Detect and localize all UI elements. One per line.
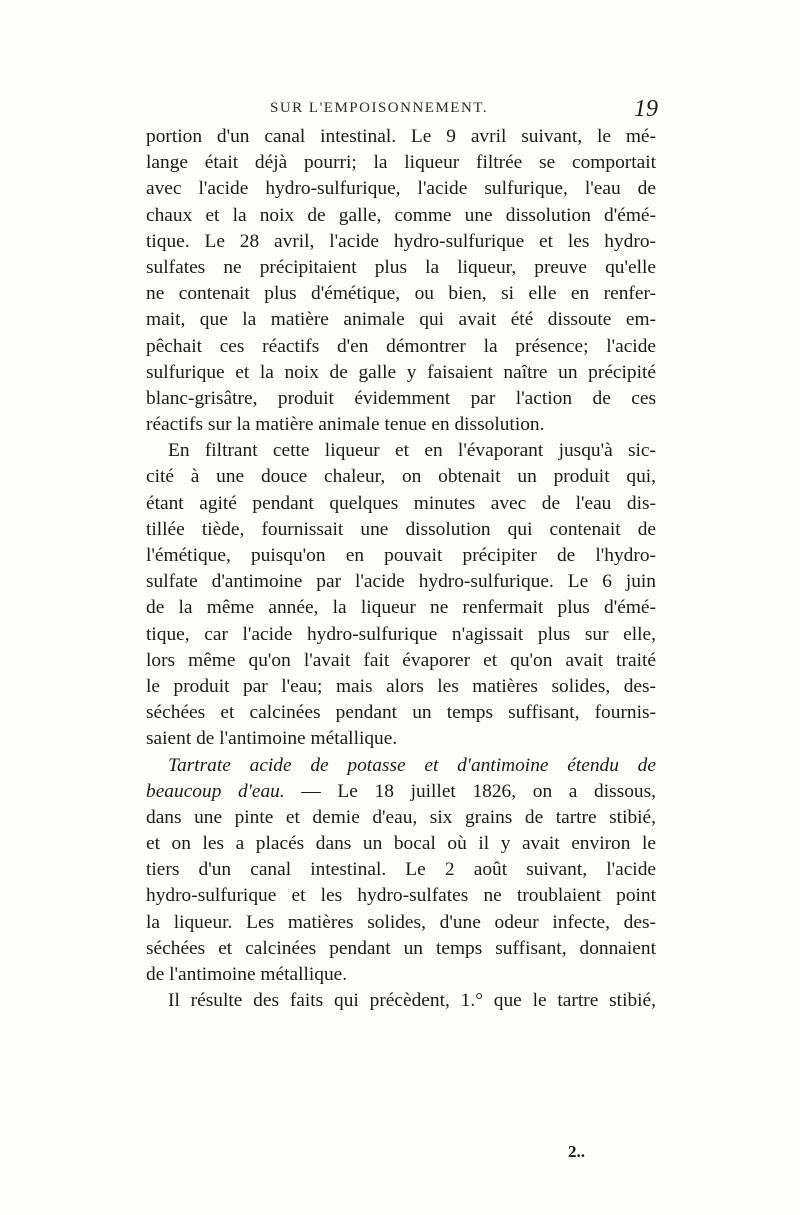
text-line: étant agité pendant quelques minutes avec de l'eau dis- [146,492,656,514]
running-head [142,96,658,126]
text-line: sulfurique et la noix de galle y faisaient naître un précipité [146,361,656,383]
text-line: séchées et calcinées pendant un temps suffisant, donnaient [146,937,656,959]
text-line: de l'antimoine métallique. [146,964,348,985]
text-line: beaucoup d'eau. — Le 18 juillet 1826, on a dissous, [146,780,656,802]
text-line: avec l'acide hydro-sulfurique, l'acide sulfurique, l'eau de [146,178,656,200]
text-line: tillée tiède, fournissait une dissolution qui contenait de [146,518,656,540]
text-line: tiers d'un canal intestinal. Le 2 août suivant, l'acide [146,859,656,881]
text-line: sulfates ne précipitaient plus la liqueur, preuve qu'elle [146,256,656,278]
section-heading-line [146,753,656,779]
text-line: de la même année, la liqueur ne renfermait plus d'émé- [146,597,656,619]
text-line: hydro-sulfurique et les hydro-sulfates ne troublaient point [146,885,656,907]
text-line: portion d'un canal intestinal. Le 9 avril suivant, le mé- [146,126,656,147]
text-line: séchées et calcinées pendant un temps suffisant, fournis- [146,702,656,724]
text-line: l'émétique, puisqu'on en pouvait précipiter de l'hydro- [146,545,656,566]
page-number: 19 [634,96,658,122]
running-title: SUR L'EMPOISONNEMENT. [270,100,489,116]
text-line: blanc-grisâtre, produit évidemment par l'action de ces [146,387,656,409]
text-line: la liqueur. Les matières solides, d'une odeur infecte, des- [146,911,656,933]
text-line: lors même qu'on l'avait fait évaporer et qu'on avait traité [146,649,656,671]
text-line: saient de l'antimoine métallique. [146,728,398,750]
text-line: ne contenait plus d'émétique, ou bien, si elle en renfer- [146,283,656,305]
text-line: Il résulte des faits qui précèdent, 1.° que le tartre stibié, [168,990,656,1012]
text-line: En filtrant cette liqueur et en l'évaporant jusqu'à sic- [168,440,656,462]
text-line: cité à une douce chaleur, on obtenait un produit qui, [146,466,656,488]
italic-heading: Tartrate acide de potasse et d'antimoine étendu de [168,754,656,776]
text-line: tique, car l'acide hydro-sulfurique n'agissait plus sur elle, [146,623,656,645]
text-line: mait, que la matière animale qui avait été dissoute em- [146,309,656,331]
text-line: dans une pinte et demie d'eau, six grains de tartre stibié, [146,806,656,828]
text-line: sulfate d'antimoine par l'acide hydro-sulfurique. Le 6 juin [146,571,656,593]
signature-mark: 2.. [568,1142,585,1161]
text-line: réactifs sur la matière animale tenue en dissolution. [146,414,545,436]
text-line: tique. Le 28 avril, l'acide hydro-sulfurique et les hydro- [146,230,656,252]
text-line: le produit par l'eau; mais alors les matières solides, des- [146,675,656,697]
text-line: chaux et la noix de galle, comme une dissolution d'émé- [146,204,656,226]
text-line: pêchait ces réactifs d'en démontrer la présence; l'acide [146,335,656,357]
body-text [146,124,656,1014]
text-line: et on les a placés dans un bocal où il y avait environ le [146,833,656,855]
text-line: lange était déjà pourri; la liqueur filtrée se comportait [146,152,656,174]
